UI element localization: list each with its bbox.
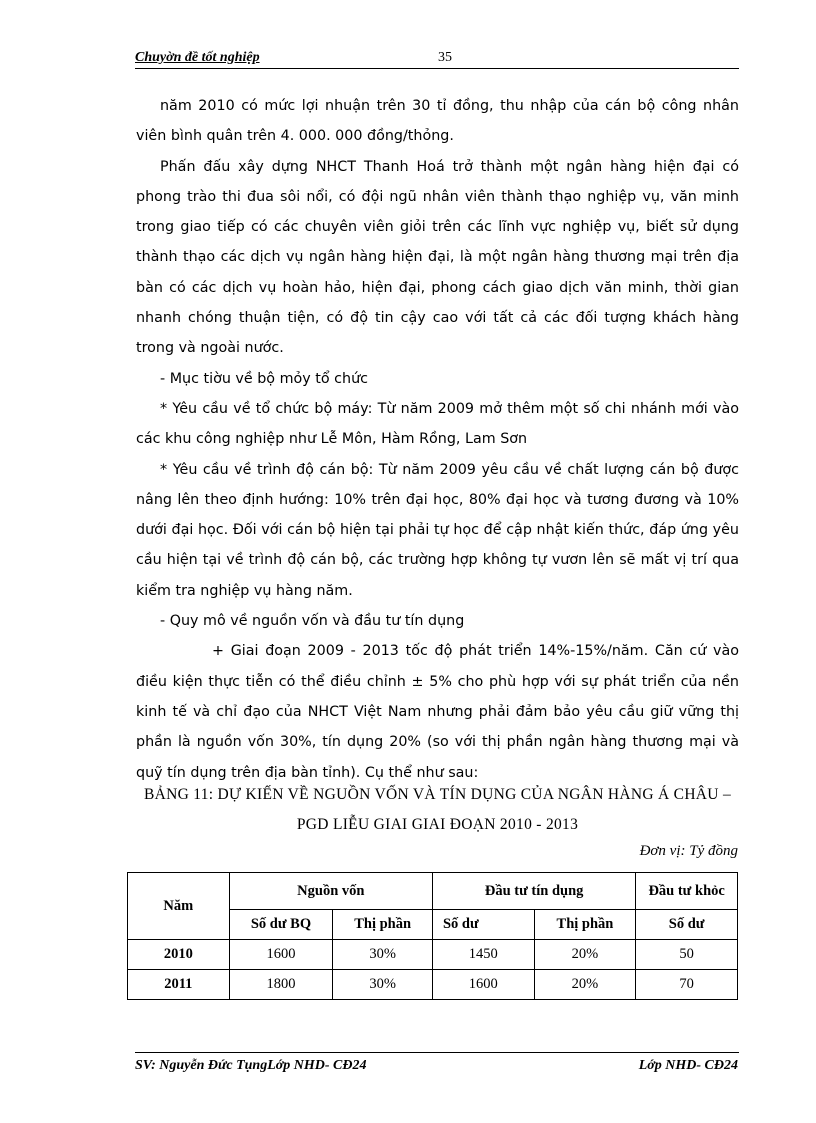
subheader: Số dư — [432, 910, 534, 940]
table-cell: 1600 — [432, 970, 534, 1000]
paragraph: * Yêu cầu về trình độ cán bộ: Từ năm 2009 yêu cầu về chất lượng cán bộ được nâng lên theo định hướng: 10% trên đại học, 80% đại học và tương đương và 10% dưới đại học. Đối với cán bộ hiện tại phải tự học để cập nhật kiến thức, đáp ứng yêu cầu hiện tại về trình độ cán bộ, các trường hợp không tự vươn lên sẽ mất vị trí qua kiểm tra nghiệp vụ hàng năm. — [136, 461, 739, 599]
table-cell: 30% — [333, 940, 433, 970]
footer-divider — [135, 1052, 739, 1053]
row-year: 2011 — [128, 970, 230, 1000]
body-text — [136, 91, 739, 788]
table-cell: 50 — [636, 940, 738, 970]
page-number: 35 — [438, 50, 452, 65]
subheader: Thị phần — [534, 910, 636, 940]
table-unit: Đơn vị: Tỷ đồng — [639, 843, 738, 859]
table-cell: 70 — [636, 970, 738, 1000]
table-cell: 1800 — [229, 970, 333, 1000]
table-cell: 20% — [534, 970, 636, 1000]
paragraph: năm 2010 có mức lợi nhuận trên 30 tỉ đồng, thu nhập của cán bộ công nhân viên bình quân trên 4. 000. 000 đồng/thỏng. — [136, 98, 739, 145]
header-group: Đầu tư tín dụng — [432, 873, 635, 910]
header-group: Nguồn vốn — [229, 873, 432, 910]
header-group: Đầu tư khỏc — [636, 873, 738, 910]
footer-student: SV: Nguyễn Đức TụngLớp NHD- CĐ24 — [135, 1058, 367, 1073]
header-year: Năm — [128, 873, 230, 940]
table-cell: 1450 — [432, 940, 534, 970]
paragraph: * Yêu cầu về tổ chức bộ máy: Từ năm 2009 mở thêm một số chi nhánh mới vào các khu công nghiệp như Lễ Môn, Hàm Rồng, Lam Sơn — [136, 400, 739, 448]
page-header — [135, 50, 739, 68]
header-title: Chuyờn đề tốt nghiệp — [135, 50, 260, 65]
subheader: Thị phần — [333, 910, 433, 940]
table-cell: 20% — [534, 940, 636, 970]
paragraph: - Quy mô về nguồn vốn và đầu tư tín dụng — [160, 613, 465, 630]
subheader: Số dư BQ — [229, 910, 333, 940]
paragraph: Phấn đấu xây dựng NHCT Thanh Hoá trở thành một ngân hàng hiện đại có phong trào thi đua sôi nổi, có đội ngũ nhân viên thành thạo nghiệp vụ, văn minh trong giao tiếp có các chuyên viên giỏi trên các lĩnh vực nghiệp vụ, biết sử dụng thành thạo các dịch vụ ngân hàng hiện đại, là một ngân hàng thương mại trên địa bàn có các dịch vụ hoàn hảo, hiện đại, phong cách giao dịch văn minh, thời gian nhanh chóng thuận tiện, có độ tin cậy cao với tất cả các đối tượng khách hàng trong và ngoài nước. — [136, 158, 739, 357]
table-header-row — [128, 873, 738, 910]
table-title: BẢNG 11: DỰ KIẾN VỀ NGUỒN VỐN VÀ TÍN DỤNG CỦA NGÂN HÀNG Á CHÂU – PGD LIỄU GIAI GIAI ĐOẠN 2010 - 2013 — [143, 786, 732, 833]
table-cell: 30% — [333, 970, 433, 1000]
header-divider — [135, 68, 739, 69]
paragraph: + Giai đoạn 2009 - 2013 tốc độ phát triển 14%-15%/năm. Căn cứ vào điều kiện thực tiễn có thể điều chỉnh ± 5% cho phù hợp với sự phát triển của nền kinh tế và chỉ đạo của NHCT Việt Nam nhưng phải đảm bảo yêu cầu giữ vững thị phần là nguồn vốn 30%, tín dụng 20% (so với thị phần ngân hàng thương mại và quỹ tín dụng trên địa bàn tỉnh). Cụ thể như sau: — [136, 643, 739, 781]
paragraph: - Mục tiờu về bộ mỏy tổ chức — [160, 370, 369, 387]
row-year: 2010 — [128, 940, 230, 970]
table-row — [128, 940, 738, 970]
table-cell: 1600 — [229, 940, 333, 970]
data-table — [127, 872, 738, 1000]
subheader: Số dư — [636, 910, 738, 940]
footer-class: Lớp NHD- CĐ24 — [638, 1058, 738, 1073]
table-row — [128, 970, 738, 1000]
